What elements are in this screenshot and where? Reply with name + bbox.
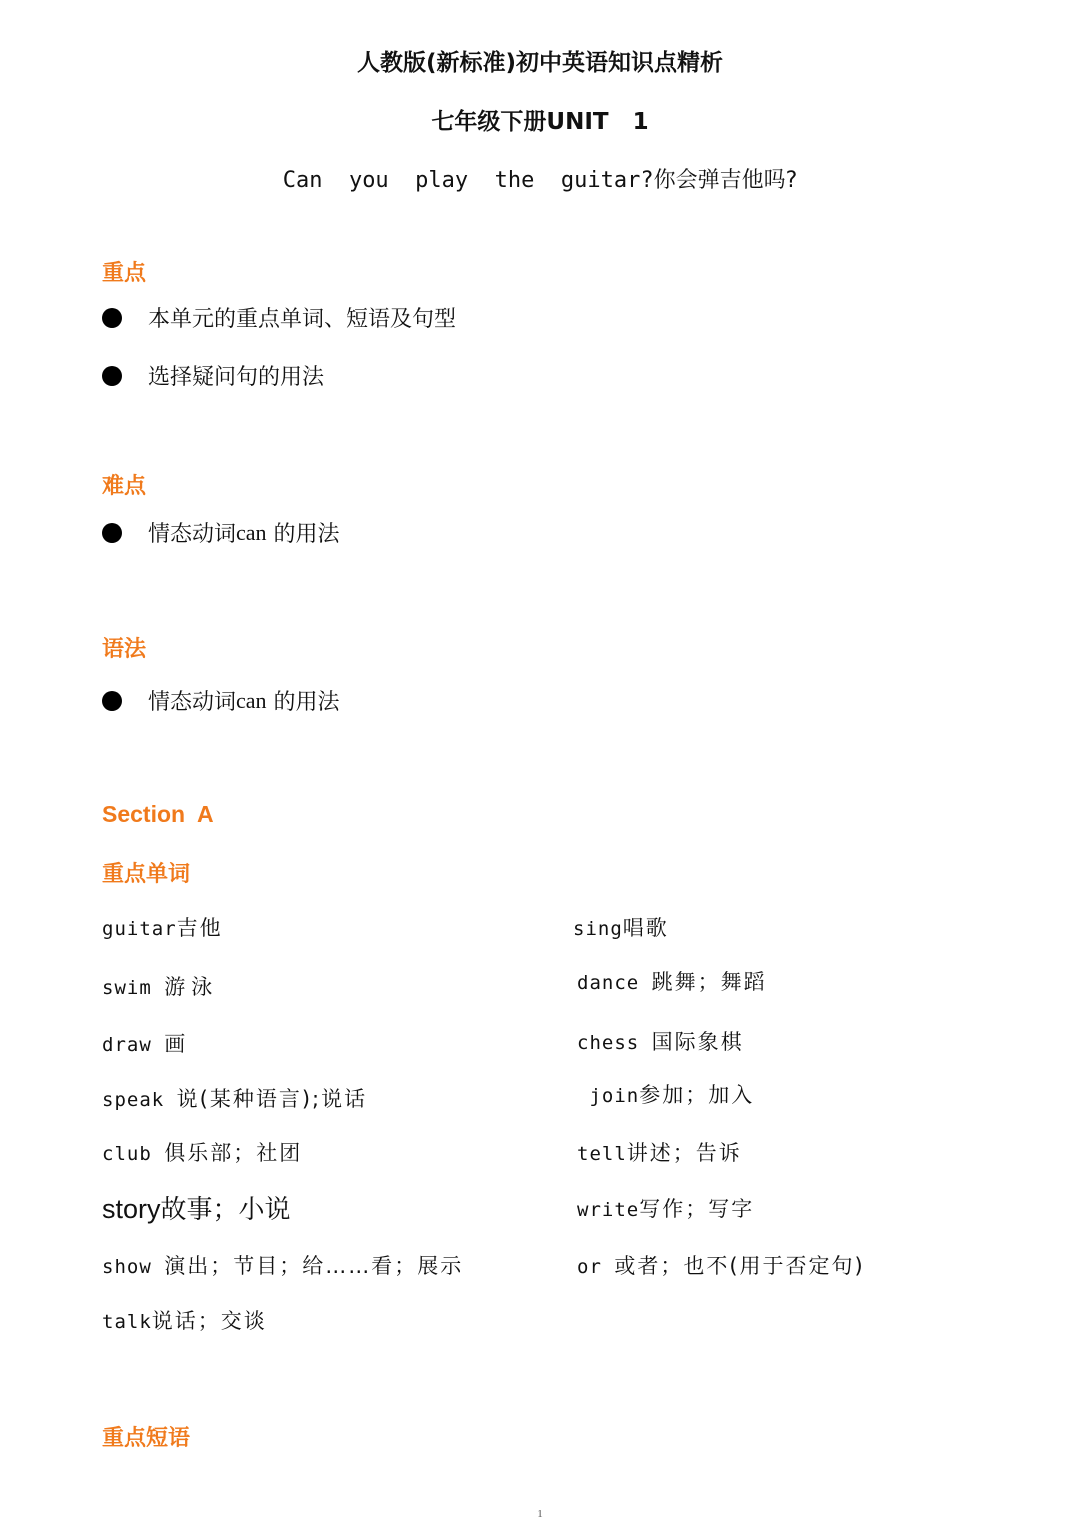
vocab-en: guitar bbox=[102, 918, 177, 940]
vocab-item bbox=[102, 971, 218, 1001]
vocab-item bbox=[102, 1137, 302, 1167]
vocab-en: club bbox=[102, 1143, 165, 1165]
vocab-en: dance bbox=[577, 972, 652, 994]
bullet-icon bbox=[102, 691, 122, 711]
vocab-item bbox=[102, 1189, 291, 1226]
unit-label: 七年级下册UNIT 1 bbox=[431, 109, 649, 135]
vocab-zh: 说话；交谈 bbox=[151, 1309, 267, 1333]
vocab-item bbox=[102, 912, 223, 942]
difficult-points-heading: 难点 bbox=[102, 474, 147, 499]
vocab-zh: 讲述；告诉 bbox=[626, 1141, 742, 1165]
bullet-icon bbox=[102, 308, 122, 328]
vocab-en: or bbox=[577, 1256, 615, 1278]
vocab-en: show bbox=[102, 1256, 165, 1278]
vocab-item bbox=[573, 912, 669, 942]
key-point-text: 选择疑问句的用法 bbox=[148, 365, 325, 390]
vocab-zh: 画 bbox=[164, 1032, 188, 1056]
key-point-item bbox=[102, 302, 456, 333]
vocab-item bbox=[577, 966, 767, 996]
key-point-item bbox=[102, 360, 324, 391]
vocab-zh: 跳舞；舞蹈 bbox=[651, 970, 767, 994]
vocab-en: tell bbox=[577, 1143, 627, 1165]
vocab-zh: 演出；节目；给……看；展示 bbox=[164, 1254, 464, 1278]
vocab-en: talk bbox=[102, 1311, 152, 1333]
vocab-en: speak bbox=[102, 1089, 177, 1111]
difficult-point-text-zh-2: 的用法 bbox=[266, 522, 340, 547]
subtitle-english: Can you play the guitar? bbox=[282, 168, 654, 193]
vocab-zh: 游泳 bbox=[164, 975, 219, 999]
vocab-item bbox=[577, 1026, 744, 1056]
document-title: 人教版(新标准)初中英语知识点精析 bbox=[356, 50, 724, 76]
vocab-item bbox=[102, 1083, 367, 1113]
section-a-title: Section A bbox=[102, 801, 214, 827]
page-number: 1 bbox=[537, 1508, 543, 1520]
grammar-item bbox=[102, 685, 340, 716]
vocab-item bbox=[577, 1137, 742, 1167]
vocab-item bbox=[577, 1079, 754, 1109]
bullet-icon bbox=[102, 366, 122, 386]
key-phrases-heading: 重点短语 bbox=[102, 1426, 191, 1451]
vocab-en: join bbox=[577, 1085, 640, 1107]
vocab-en: swim bbox=[102, 977, 165, 999]
vocab-zh: 唱歌 bbox=[622, 916, 669, 940]
vocab-item bbox=[577, 1193, 754, 1223]
bullet-icon bbox=[102, 523, 122, 543]
grammar-text-zh: 情态动词 bbox=[148, 690, 237, 715]
vocab-zh: 参加；加入 bbox=[639, 1083, 755, 1107]
vocab-zh: 故事；小说 bbox=[160, 1195, 291, 1225]
vocab-zh: 或者；也不(用于否定句) bbox=[614, 1254, 865, 1278]
difficult-point-text-zh: 情态动词 bbox=[148, 522, 237, 547]
grammar-heading: 语法 bbox=[102, 637, 147, 662]
key-points-heading: 重点 bbox=[102, 261, 147, 286]
vocab-zh: 国际象棋 bbox=[651, 1030, 744, 1054]
vocab-item bbox=[102, 1250, 463, 1280]
vocab-zh: 写作；写字 bbox=[639, 1197, 755, 1221]
grammar-text-en: can bbox=[236, 687, 267, 713]
vocab-en: sing bbox=[573, 918, 623, 940]
difficult-point-item bbox=[102, 517, 340, 548]
vocab-item bbox=[102, 1028, 187, 1058]
vocab-zh: 俱乐部；社团 bbox=[164, 1141, 303, 1165]
key-point-text: 本单元的重点单词、短语及句型 bbox=[148, 307, 457, 332]
vocab-zh: 说(某种语言);说话 bbox=[176, 1087, 368, 1111]
vocab-item bbox=[577, 1250, 865, 1280]
subtitle-chinese: 你会弹吉他吗? bbox=[653, 168, 798, 193]
vocab-item bbox=[102, 1305, 267, 1335]
grammar-text-zh-2: 的用法 bbox=[266, 690, 340, 715]
vocab-en: draw bbox=[102, 1034, 165, 1056]
unit-title bbox=[0, 103, 1080, 136]
lesson-subtitle bbox=[0, 163, 1080, 194]
vocab-zh: 吉他 bbox=[176, 916, 223, 940]
vocab-en: write bbox=[577, 1199, 640, 1221]
vocab-en: story bbox=[102, 1194, 161, 1224]
key-vocab-heading: 重点单词 bbox=[102, 862, 191, 887]
vocab-en: chess bbox=[577, 1032, 652, 1054]
difficult-point-text-en: can bbox=[236, 519, 267, 545]
